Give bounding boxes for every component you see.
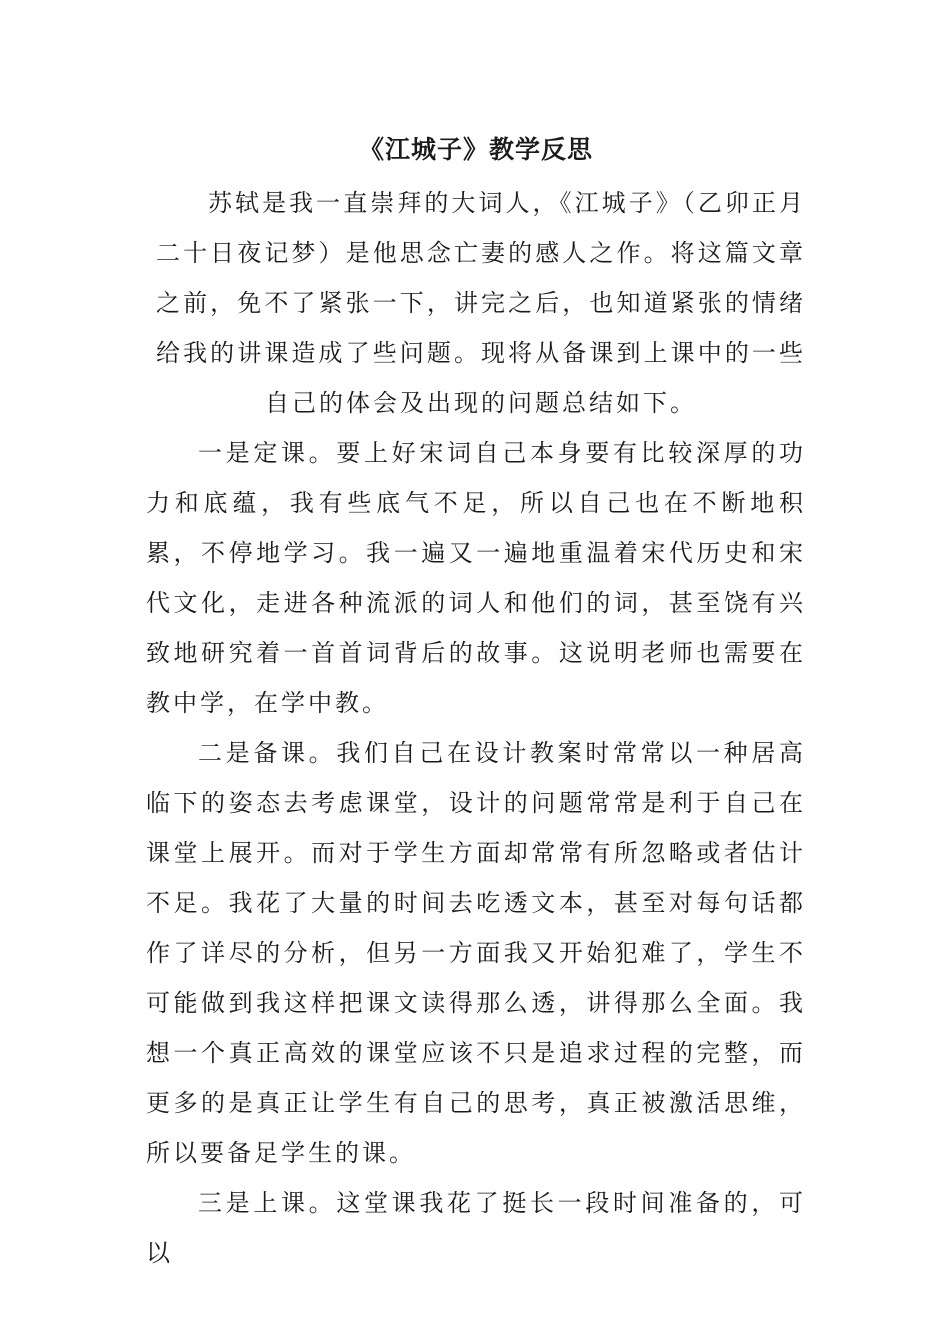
intro-paragraph: 苏轼是我一直崇拜的大词人，《江城子》（乙卯正月二十日夜记梦）是他思念亡妻的感人之作。将这篇文章之前，免不了紧张一下，讲完之后，也知道紧张的情绪给我的讲课造成了些问题。现将从备课到上课中的一些自己的体会及出现的问题总结如下。 xyxy=(156,189,806,417)
paragraph-dingke: 一是定课。要上好宋词自己本身要有比较深厚的功力和底蕴，我有些底气不足，所以自己也在不断地积累，不停地学习。我一遍又一遍地重温着宋代历史和宋代文化，走进各种流派的词人和他们的词，甚至饶有兴致地研究着一首首词背后的故事。这说明老师也需要在教中学，在学中教。 xyxy=(146,439,806,717)
paragraph-shangke: 三是上课。这堂课我花了挺长一段时间准备的，可以 xyxy=(146,1189,806,1267)
document-page xyxy=(146,122,806,1278)
document-title: 《江城子》教学反思 xyxy=(358,135,593,164)
paragraph-beike: 二是备课。我们自己在设计教案时常常以一种居高临下的姿态去考虑课堂，设计的问题常常是利于自己在课堂上展开。而对于学生方面却常常有所忽略或者估计不足。我花了大量的时间去吃透文本，甚至对每句话都作了详尽的分析，但另一方面我又开始犯难了，学生不可能做到我这样把课文读得那么透，讲得那么全面。我想一个真正高效的课堂应该不只是追求过程的完整，而更多的是真正让学生有自己的思考，真正被激活思维，所以要备足学生的课。 xyxy=(146,739,806,1167)
